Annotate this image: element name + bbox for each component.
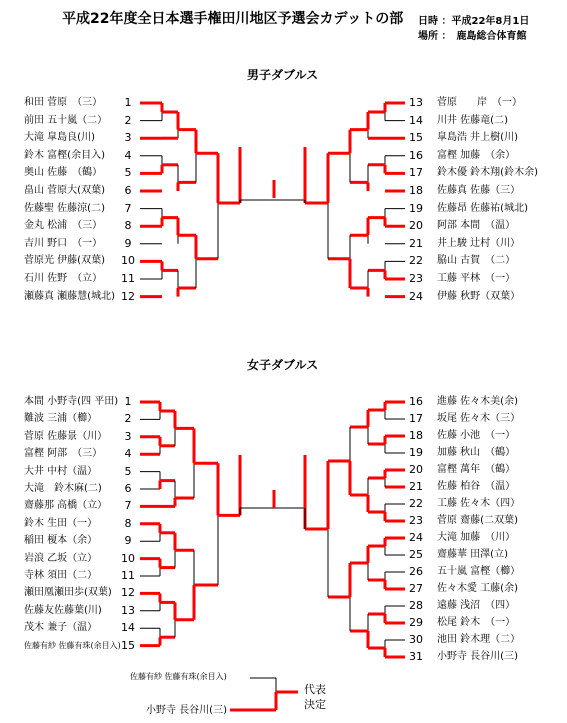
entry-name: 菅原 佐藤景（川） (24, 430, 108, 442)
entry-name: 坂尾 佐々木（三） (437, 413, 521, 424)
entry-number: 22 (409, 497, 423, 510)
entry-number: 17 (409, 412, 423, 425)
entry-number: 18 (409, 184, 423, 197)
entry-number: 24 (409, 289, 423, 303)
entry-name: 前田 五十嵐（二） (24, 114, 108, 126)
entry-name: 五十嵐 富樫（櫛） (437, 566, 521, 577)
entry-number: 12 (121, 586, 135, 600)
entry-name: 伊藤 秋野（双葉） (437, 290, 521, 302)
entry-number: 1 (124, 96, 132, 109)
entry-name: 菅原 齋藤(二双葉) (437, 515, 518, 526)
entry-number: 20 (409, 463, 423, 476)
entry-number: 11 (121, 272, 135, 285)
entry-number: 19 (409, 446, 423, 459)
entry-name: 富樫 阿部 （三） (24, 448, 103, 460)
entry-name: 鈴木 富樫(余目入) (24, 149, 105, 161)
entry-name: 難波 三浦（櫛） (24, 413, 98, 425)
entry-name: 大滝 鈴木麻(二) (24, 483, 102, 494)
entry-number: 8 (124, 219, 132, 233)
entry-number: 2 (124, 113, 132, 127)
entry-number: 6 (124, 184, 132, 197)
entry-number: 5 (124, 166, 132, 180)
entry-name: 鈴木優 鈴木翔(鈴木余) (437, 167, 538, 179)
entry-name: 井上駿 辻村（川） (437, 237, 521, 249)
entry-name: 菅原 岸 （一） (437, 97, 522, 108)
entry-number: 12 (121, 289, 135, 303)
entry-name: 畠山 菅原大(双葉) (24, 185, 105, 196)
entry-number: 21 (409, 480, 423, 493)
entry-number: 2 (124, 412, 132, 426)
entry-number: 24 (409, 531, 423, 544)
entry-name: 鈴木 生田（一） (24, 517, 98, 529)
decision-label: 決定 (304, 698, 326, 711)
entry-number: 1 (124, 395, 132, 408)
entry-number: 14 (409, 113, 423, 127)
entry-name: 石川 佐野 （立） (24, 273, 103, 284)
entry-number: 17 (409, 166, 423, 180)
entry-number: 8 (124, 516, 132, 530)
womens-doubles-title: 女子ダブルス (247, 358, 319, 372)
entry-name: 金丸 松浦 （三） (24, 220, 103, 232)
entry-number: 4 (124, 447, 132, 461)
playoff-entry-1: 佐藤有紗 佐藤有珠(余目入) (130, 672, 227, 681)
entry-number: 23 (409, 514, 423, 527)
entry-number: 5 (124, 464, 132, 478)
entry-number: 10 (121, 551, 135, 565)
entry-number: 7 (124, 499, 132, 513)
entry-name: 稲田 榎本（余） (24, 535, 98, 547)
entry-name: 川井 佐藤竜(二) (437, 114, 508, 126)
entry-name: 佐々木愛 工藤(余) (437, 583, 518, 594)
entry-name: 大井 中村（温） (24, 465, 98, 477)
entry-number: 26 (409, 565, 423, 578)
entry-name: 工藤 平林 （一） (437, 273, 516, 284)
entry-name: 佐藤真 佐藤（三） (437, 185, 521, 196)
entry-name: 瀬田凰瀬田歩(双葉) (24, 587, 112, 599)
entry-number: 11 (121, 569, 135, 582)
entry-number: 16 (409, 148, 423, 162)
entry-number: 21 (409, 236, 423, 250)
entry-name: 進藤 佐々木美(余) (437, 396, 518, 407)
entry-name: 岩浪 乙坂（立） (24, 552, 98, 564)
entry-name: 本間 小野寺(四 平田) (24, 396, 119, 407)
entry-name: 遠藤 浅沼 （四） (437, 600, 516, 611)
entry-name: 佐藤聖 佐藤涼(二) (24, 202, 105, 214)
entry-name: 富樫 萬年 （鶴） (437, 464, 516, 475)
entry-number: 7 (124, 201, 132, 215)
page-title: 平成22年度全日本選手権田川地区予選会カデットの部 (62, 11, 404, 27)
entry-name: 寺林 須田（二） (24, 570, 98, 581)
entry-name: 茂木 兼子（温） (24, 622, 98, 634)
entry-name: 佐藤 小池 （一） (437, 430, 516, 441)
entry-number: 9 (124, 236, 132, 250)
entry-number: 3 (124, 131, 132, 145)
entry-number: 10 (121, 254, 135, 268)
entry-name: 池田 鈴木理（二） (437, 634, 521, 645)
entry-number: 23 (409, 272, 423, 285)
entry-number: 29 (409, 616, 423, 629)
entry-number: 22 (409, 254, 423, 268)
entry-number: 13 (121, 603, 135, 617)
entry-number: 15 (121, 638, 135, 652)
entry-name: 齋藤華 田澤(立) (437, 549, 508, 560)
entry-number: 6 (124, 482, 132, 495)
entry-name: 皐島浩 井上樹(川) (437, 132, 518, 144)
entry-name: 工藤 佐々木（四） (437, 498, 521, 509)
entry-number: 28 (409, 599, 423, 612)
entry-number: 19 (409, 201, 423, 215)
entry-number: 14 (121, 621, 135, 635)
entry-number: 16 (409, 395, 423, 408)
entry-number: 4 (124, 148, 132, 162)
entry-number: 27 (409, 582, 423, 595)
entry-name: 佐藤有紗 佐藤有珠(余目入) (24, 640, 121, 650)
date-label: 日時 (418, 16, 438, 27)
playoff-entry-2: 小野寺 長谷川(三) (146, 705, 227, 716)
entry-name: 奥山 佐藤 （鶴） (24, 167, 103, 179)
entry-number: 3 (124, 429, 132, 443)
entry-name: 佐藤昂 佐藤祐(城北) (437, 202, 528, 214)
entry-number: 18 (409, 429, 423, 442)
entry-name: 齋藤那 高橋（立） (24, 500, 108, 512)
entry-name: 松尾 鈴木 （一） (437, 617, 516, 628)
entry-name: 加藤 秋山 （鶴） (437, 447, 516, 458)
entry-name: 佐藤 柏谷 （温） (437, 481, 516, 492)
entry-number: 20 (409, 219, 423, 233)
entry-name: 阿部 本間 （温） (437, 220, 516, 232)
entry-name: 佐藤友佐藤葉(川) (24, 604, 102, 616)
entry-name: 富樫 加藤 （余） (437, 149, 516, 161)
entry-number: 31 (409, 650, 423, 663)
entry-name: 吉川 野口 （一） (24, 237, 103, 249)
entry-number: 25 (409, 548, 423, 561)
entry-name: 脇山 古賀 （二） (437, 255, 516, 267)
representative-decision (304, 682, 326, 712)
entry-name: 瀬藤真 瀬藤慧(城北) (24, 290, 115, 302)
venue-label: 場所 (418, 31, 438, 42)
entry-name: 菅原光 伊藤(双葉) (24, 255, 105, 267)
entry-number: 9 (124, 534, 132, 548)
representative-label: 代表 (304, 683, 326, 696)
entry-number: 15 (409, 131, 423, 145)
entry-name: 小野寺 長谷川(三) (437, 651, 518, 662)
entry-number: 13 (409, 96, 423, 109)
entry-name: 和田 菅原 （三） (24, 97, 103, 108)
mens-doubles-title: 男子ダブルス (247, 68, 319, 82)
entry-name: 大滝 加藤 （川） (437, 532, 516, 543)
date-value: ：平成22年8月1日 (441, 16, 530, 27)
venue-value: ： 鹿島総合体育館 (441, 31, 527, 42)
entry-name: 大滝 皐島良(川) (24, 132, 95, 144)
entry-number: 30 (409, 633, 423, 646)
